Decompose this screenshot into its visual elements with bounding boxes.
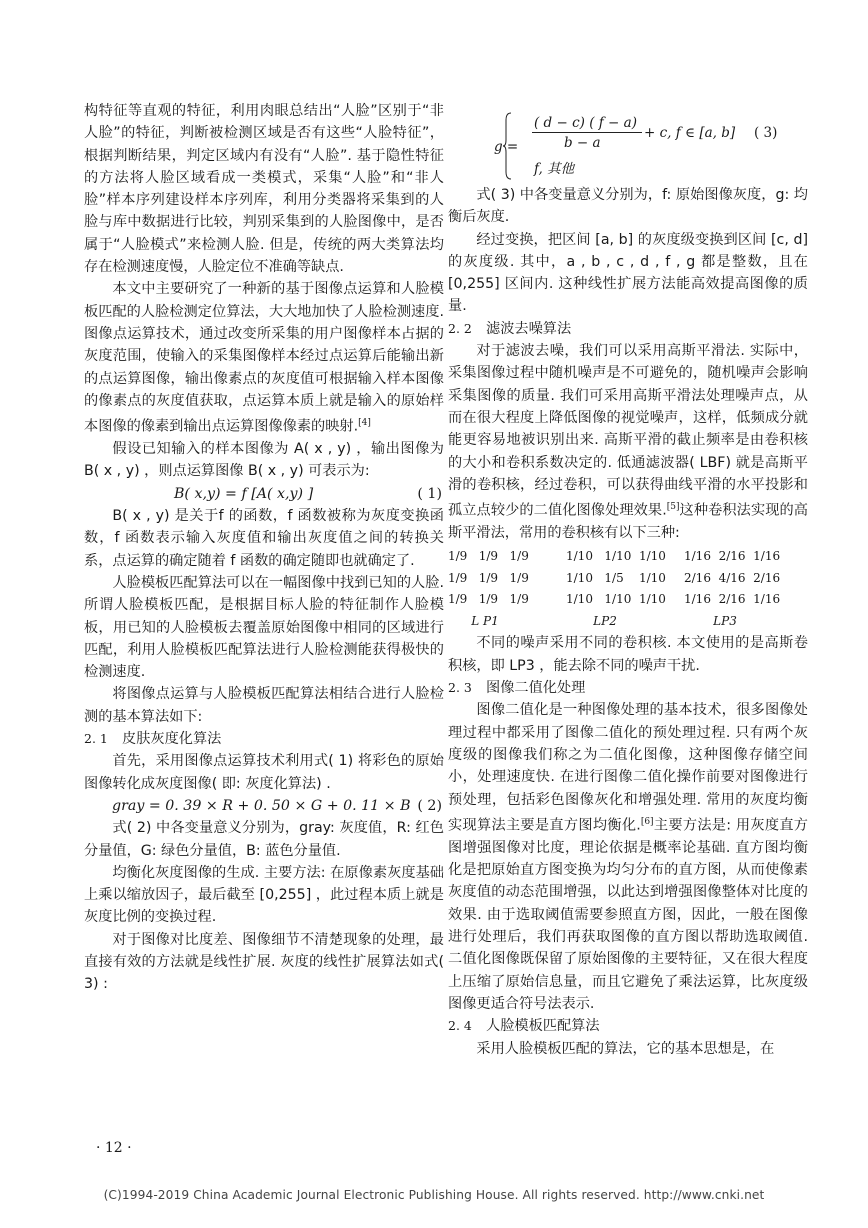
kernel-cell: 1/16 2/16 1/16 (684, 549, 781, 564)
paragraph: 均衡化灰度图像的生成. 主要方法: 在原像素灰度基础上乘以缩放因子，最后截至 [0,255] ，此过程本质上就是灰度比例的变换过程. (84, 864, 444, 926)
kernel-label: LP2 (593, 613, 617, 628)
fraction-denominator: b − a (564, 135, 601, 151)
section-title: 皮肤灰度化算法 (122, 731, 222, 748)
brace-icon (502, 112, 512, 180)
kernel-cell: 1/16 2/16 1/16 (684, 592, 781, 607)
citation: [6] (640, 816, 654, 827)
kernel-row (448, 589, 808, 611)
equation-2 (84, 795, 444, 817)
paragraph-text: 图像二值化是一种图像处理的基本技术，很多图像处理过程中都采用了图像二值化的预处理过程. 只有两个灰度级的图像我们称之为二值化图像，这种图像存储空间小，处理速度快. 在进行图像二值化操作前要对图像进行预处理，包括彩色图像灰化和增强处理. 常用的灰度均衡实现算法主要是直方图均衡化. (448, 702, 808, 834)
section-title: 图像二值化处理 (486, 680, 586, 697)
paragraph: 假设已知输入的样本图像为 A( x , y) ，输出图像为 B( x , y) ，则点运算图像 B( x , y) 可表示为: (84, 441, 444, 480)
kernel-row (448, 568, 808, 590)
kernel-cell: 1/9 1/9 1/9 (448, 570, 529, 585)
kernel-label: L P1 (471, 613, 499, 628)
kernel-cell: 1/10 1/5 1/10 (566, 570, 666, 585)
fraction-numerator: ( d − c) ( f − a) (534, 115, 637, 131)
section-number: 2. 4 (448, 1018, 472, 1034)
paragraph (84, 278, 444, 438)
paragraph: 不同的噪声采用不同的卷积核. 本文使用的是高斯卷积核，即 LP3 ，能去除不同的噪声干扰. (448, 635, 808, 674)
kernel-cell: 2/16 4/16 2/16 (684, 570, 781, 585)
kernel-cell: 1/9 1/9 1/9 (448, 592, 529, 607)
paragraph-text: 主要方法是: 用灰度直方图增强图像对比度，理论依据是概率论基础. 直方图均衡化是把原始直方图变换为均匀分布的直方图，从而使像素灰度值的动态范围增强，以此达到增强图像整体对比度的效果. 由于选取阈值需要参照直方图，因此，一般在图像进行处理后，我们再获取图像的直方图以帮助选取阈值. 二值化图像既保留了原始图像的主要特征，又在很大程度上压缩了原始信息量，而且它避免了乘法运算，比灰度级图像更适合符号法表示. (448, 817, 808, 1012)
paragraph: 人脸模板匹配算法可以在一幅图像中找到已知的人脸. 所谓人脸模板匹配，是根据目标人脸的特征制作人脸模板，用已知的人脸模板去覆盖原始图像中相同的区域进行匹配，利用人脸模板匹配算法进行人脸检测能获得极快的检测速度. (84, 574, 444, 681)
equation-number: ( 3) (754, 125, 778, 141)
paragraph-text: 这种卷积法实现的高斯平滑法，常用的卷积核有以下三种: (448, 502, 808, 542)
equation-3 (448, 112, 808, 184)
equation-else: f, 其他 (534, 161, 575, 177)
equation-rest: + c, f ∈ [a, b] (644, 125, 736, 141)
kernel-table (448, 546, 808, 632)
kernel-row (448, 546, 808, 568)
equation-body: B( x,y) = f [A( x,y) ] (174, 485, 314, 502)
paragraph (448, 699, 808, 1015)
kernel-cell: 1/9 1/9 1/9 (448, 549, 529, 564)
equation-lhs: g = (494, 139, 519, 155)
right-column (448, 112, 808, 1060)
copyright-footer: (C)1994-2019 China Academic Journal Electronic Publishing House. All rights reserved. http://www.cnki.net (103, 1188, 765, 1202)
paragraph: 首先，采用图像点运算技术利用式( 1) 将彩色的原始图像转化成灰度图像( 即: 灰度化算法) . (84, 753, 444, 792)
citation: [5] (666, 502, 680, 513)
kernel-cell: 1/10 1/10 1/10 (566, 592, 666, 607)
section-number: 2. 3 (448, 680, 472, 696)
paragraph: 采用人脸模板匹配的算法，它的基本思想是，在 (476, 1040, 775, 1057)
paragraph: 对于图像对比度差、图像细节不清楚现象的处理，最直接有效的方法就是线性扩展. 灰度的线性扩展算法如式( 3) : (84, 931, 444, 993)
section-heading-2-2 (448, 318, 808, 340)
page-number: · 12 · (96, 1140, 132, 1156)
section-heading-2-3 (448, 677, 808, 699)
section-number: 2. 1 (84, 731, 108, 747)
paragraph: 构特征等直观的特征，利用肉眼总结出“人脸”区别于“非人脸”的特征，判断被检测区域是否有这些“人脸特征”，根据判断结果，判定区域内有没有“人脸”. 基于隐性特征的方法将人脸区域看成一类模式，采集“人脸”和“非人脸”样本序列建设样本序列库，利用分类器将采集到的人脸与库中数据进行比较，判别采集到的人脸图像中，是否属于“人脸模式”来检测人脸. 但是，传统的两大类算法均存在检测速度慢，人脸定位不准确等缺点. (84, 103, 444, 276)
section-title: 滤波去噪算法 (486, 320, 572, 337)
equation-number: ( 1) (417, 485, 442, 502)
paragraph (448, 340, 808, 544)
citation: [4] (358, 418, 371, 429)
equation-1 (84, 483, 444, 505)
paragraph: B( x , y) 是关于f 的函数，f 函数被称为灰度变换函数，f 函数表示输入灰度值和输出灰度值之间的转换关系，点运算的确定随着 f 函数的确定随即也就确定了. (84, 508, 444, 569)
section-title: 人脸模板匹配算法 (486, 1018, 600, 1035)
paragraph: 经过变换，把区间 [a, b] 的灰度级变换到区间 [c, d] 的灰度级. 其中，a , b , c , d , f , g 都是整数，且在 [0,255] 区间内. 这种线性扩展方法能高效提高图像的质量. (448, 231, 808, 315)
equation-body: gray = 0. 39 × R + 0. 50 × G + 0. 11 × B (112, 797, 411, 814)
kernel-label-row (448, 611, 808, 633)
paragraph: 式( 3) 中各变量意义分别为，f: 原始图像灰度，g: 均衡后灰度. (448, 187, 808, 226)
paragraph-text: 本文中主要研究了一种新的基于图像点运算和人脸模板匹配的人脸检测定位算法，大大地加快了人脸检测速度. 图像点运算技术，通过改变所采集的用户图像样本占据的灰度范围，使输入的采集图像样本经过点运算后能输出新的点运算图像，输出像素点的灰度值可根据输入样本图像的像素点的灰度值获取，点运算本质上就是输入的原始样本图像的像素到输出点运算图像像素的映射. (84, 281, 444, 435)
kernel-cell: 1/10 1/10 1/10 (566, 549, 666, 564)
section-number: 2. 2 (448, 320, 472, 336)
paragraph: 将图像点运算与人脸模板匹配算法相结合进行人脸检测的基本算法如下: (84, 686, 444, 725)
left-column (84, 100, 444, 996)
paragraph: 式( 2) 中各变量意义分别为，gray: 灰度值，R: 红色分量值，G: 绿色分量值，B: 蓝色分量值. (84, 820, 444, 859)
equation-number: ( 2) (417, 797, 442, 814)
kernel-label: LP3 (713, 613, 737, 628)
paragraph-text: 对于滤波去噪，我们可以采用高斯平滑法. 实际中，采集图像过程中随机噪声是不可避免的，随机噪声会影响采集图像的质量. 我们可采用高斯平滑法处理噪声点，从而在很大程度上降低图像的视觉噪声，这样，低频成分就能更容易地被识别出来. 高斯平滑的截止频率是由卷积核的大小和卷积系数决定的. 低通滤波器( LBF) 就是高斯平滑的卷积核，经过卷积，可以获得曲线平滑的水平投影和孤立点较少的二值化图像处理效果. (448, 343, 808, 519)
section-heading-2-1 (84, 728, 444, 750)
section-heading-2-4 (448, 1015, 808, 1037)
